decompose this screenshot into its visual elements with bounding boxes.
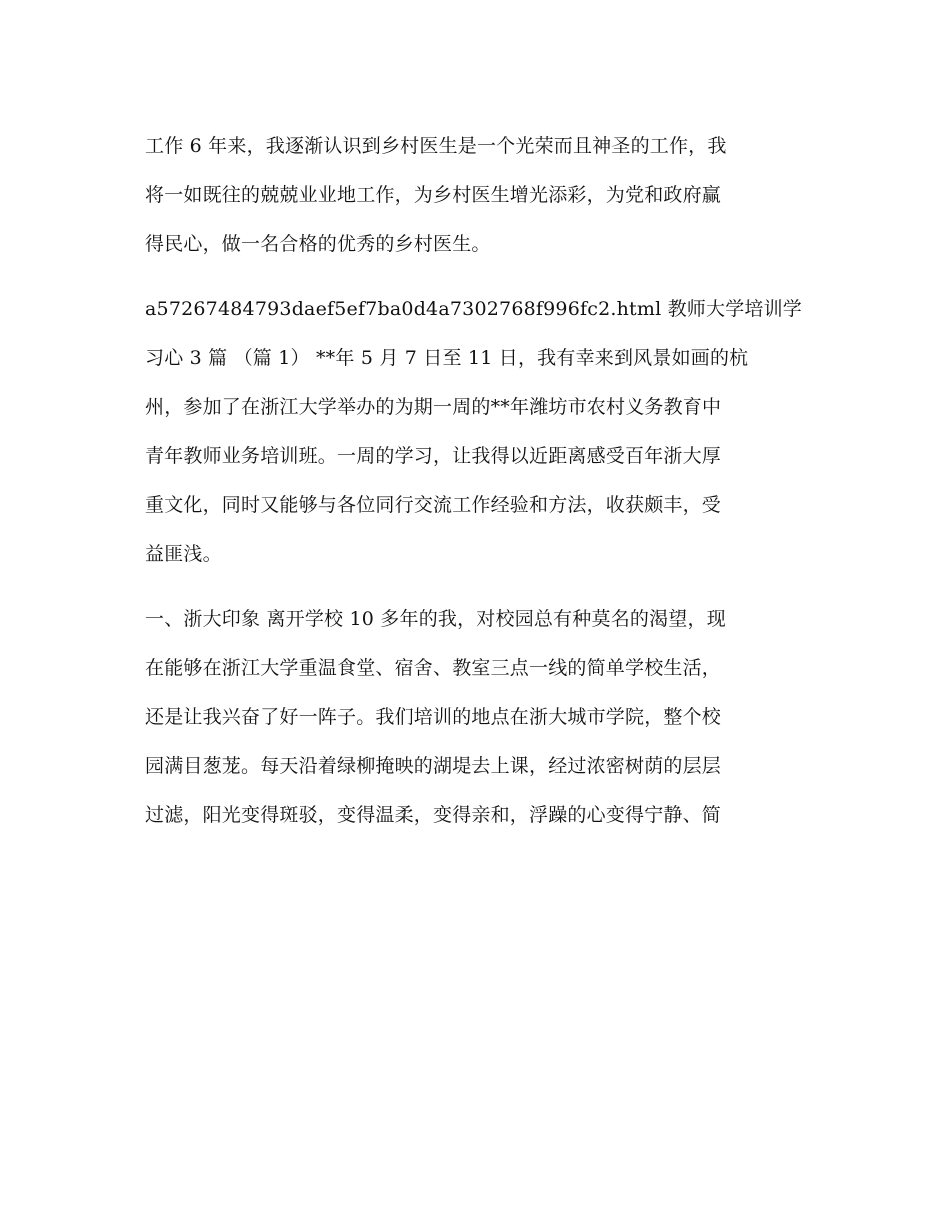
text-line: a57267484793daef5ef7ba0d4a7302768f996fc2.html 教师大学培训学 [145,298,802,320]
paragraph-teacher-training [145,285,805,579]
text-line: 过滤，阳光变得斑驳，变得温柔，变得亲和，浮躁的心变得宁静、简 [145,804,722,826]
paragraph-spacer [145,269,805,285]
paragraph-rural-doctor [145,122,805,269]
text-line: 工作 6 年来，我逐渐认识到乡村医生是一个光荣而且神圣的工作，我 [145,135,727,157]
paragraph-zju-impression [145,595,805,840]
text-line: 园满目葱茏。每天沿着绿柳掩映的湖堤去上课，经过浓密树荫的层层 [145,755,722,777]
document-body [145,122,805,840]
text-line: 一、浙大印象 离开学校 10 多年的我，对校园总有种莫名的渴望，现 [145,608,726,630]
paragraph-spacer [145,579,805,595]
text-line: 在能够在浙江大学重温食堂、宿舍、教室三点一线的简单学校生活， [145,657,722,679]
text-line: 还是让我兴奋了好一阵子。我们培训的地点在浙大城市学院，整个校 [145,706,722,728]
text-line: 重文化，同时又能够与各位同行交流工作经验和方法，收获颇丰，受 [145,494,722,516]
text-line: 青年教师业务培训班。一周的学习，让我得以近距离感受百年浙大厚 [145,445,722,467]
text-line: 得民心，做一名合格的优秀的乡村医生。 [145,233,491,255]
text-line: 将一如既往的兢兢业业地工作，为乡村医生增光添彩，为党和政府赢 [145,184,722,206]
text-line: 习心 3 篇 （篇 1） **年 5 月 7 日至 11 日，我有幸来到风景如画的杭 [145,347,749,369]
text-line: 州，参加了在浙江大学举办的为期一周的**年潍坊市农村义务教育中 [145,396,722,418]
text-line: 益匪浅。 [145,543,222,565]
